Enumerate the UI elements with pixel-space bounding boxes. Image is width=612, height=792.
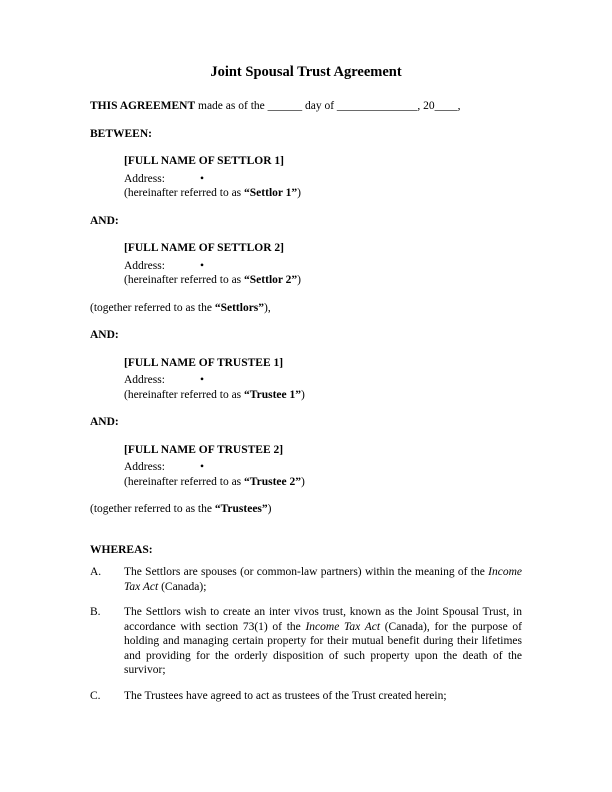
party-address-line bbox=[124, 259, 522, 274]
document-title: Joint Spousal Trust Agreement bbox=[210, 64, 402, 80]
and-label-3: AND: bbox=[90, 416, 119, 428]
together-settlors-line bbox=[90, 301, 522, 316]
party-trustee-1 bbox=[124, 356, 522, 403]
together-suffix: ), bbox=[264, 301, 271, 314]
together-defined-term: “Trustees” bbox=[214, 503, 268, 515]
together-suffix: ) bbox=[267, 503, 272, 515]
address-bullet: • bbox=[200, 259, 205, 272]
recital-text-post: (Canada); bbox=[158, 580, 207, 593]
recital-text-pre: The Trustees have agreed to act as trustees of the Trust created herein; bbox=[124, 689, 447, 702]
recital-c bbox=[90, 689, 522, 704]
recital-statute-name: Income Tax Act bbox=[124, 566, 522, 593]
party-address-line bbox=[124, 373, 522, 388]
party-settlor-2 bbox=[124, 241, 522, 288]
party-name: [FULL NAME OF TRUSTEE 1] bbox=[124, 356, 284, 369]
ref-suffix: ) bbox=[301, 388, 305, 401]
party-reference-line bbox=[124, 186, 522, 201]
recital-text bbox=[124, 689, 522, 704]
together-prefix: (together referred to as the bbox=[90, 503, 215, 515]
recital-text-pre: The Settlors are spouses (or common-law partners) within the meaning of the bbox=[124, 566, 489, 578]
party-settlor-1 bbox=[124, 154, 522, 201]
ref-defined-term: “Trustee 2” bbox=[244, 475, 301, 488]
ref-suffix: ) bbox=[297, 274, 302, 286]
ref-defined-term: “Settlor 2” bbox=[244, 274, 298, 286]
together-defined-term: “Settlors” bbox=[214, 301, 265, 314]
intro-rest-text: made as of the ______ day of ______________, 20____, bbox=[195, 100, 461, 112]
ref-prefix: (hereinafter referred to as bbox=[124, 475, 245, 488]
party-name: [FULL NAME OF TRUSTEE 2] bbox=[124, 443, 284, 456]
and-label-2: AND: bbox=[90, 329, 119, 341]
ref-suffix: ) bbox=[297, 187, 302, 199]
recital-label: B. bbox=[90, 606, 101, 618]
whereas-label: WHEREAS: bbox=[90, 543, 153, 556]
party-trustee-2 bbox=[124, 443, 522, 490]
address-label: Address: bbox=[124, 461, 165, 473]
address-bullet: • bbox=[200, 461, 205, 473]
together-trustees-line bbox=[90, 502, 522, 517]
recital-text bbox=[124, 605, 522, 678]
ref-prefix: (hereinafter referred to as bbox=[124, 187, 245, 199]
address-bullet: • bbox=[200, 374, 205, 386]
recital-statute-name: Income Tax Act bbox=[305, 620, 381, 633]
recital-text bbox=[124, 565, 522, 594]
between-label: BETWEEN: bbox=[90, 127, 152, 140]
recital-text-pre: The Settlors wish to create an inter vivos trust, known as the Joint Spousal Trust, in accordance with section 73(1) of the bbox=[124, 606, 522, 633]
address-bullet: • bbox=[200, 172, 205, 185]
ref-prefix: (hereinafter referred to as bbox=[124, 388, 245, 401]
party-address-line bbox=[124, 172, 522, 187]
and-label-1: AND: bbox=[90, 214, 119, 227]
recital-text-post: (Canada), for the purpose of holding and managing certain property for their mutual benefit during their lifetimes and providing for the orderly disposition of such property upon the death of the survivor; bbox=[124, 620, 522, 676]
party-address-line bbox=[124, 460, 522, 475]
recital-b bbox=[90, 605, 522, 678]
recital-label: C. bbox=[90, 689, 101, 702]
recital-a bbox=[90, 565, 522, 594]
address-label: Address: bbox=[124, 259, 165, 272]
ref-defined-term: “Trustee 1” bbox=[244, 388, 301, 401]
address-label: Address: bbox=[124, 374, 165, 386]
ref-suffix: ) bbox=[301, 475, 305, 488]
recital-label: A. bbox=[90, 566, 102, 578]
address-label: Address: bbox=[124, 172, 165, 185]
party-name: [FULL NAME OF SETTLOR 2] bbox=[124, 242, 284, 254]
party-name: [FULL NAME OF SETTLOR 1] bbox=[124, 155, 284, 167]
together-prefix: (together referred to as the bbox=[90, 301, 215, 314]
intro-paragraph bbox=[90, 99, 522, 114]
ref-prefix: (hereinafter referred to as bbox=[124, 274, 245, 286]
intro-bold-text: THIS AGREEMENT bbox=[90, 100, 196, 112]
party-reference-line bbox=[124, 475, 522, 490]
ref-defined-term: “Settlor 1” bbox=[244, 187, 298, 199]
party-reference-line bbox=[124, 388, 522, 403]
party-reference-line bbox=[124, 273, 522, 288]
